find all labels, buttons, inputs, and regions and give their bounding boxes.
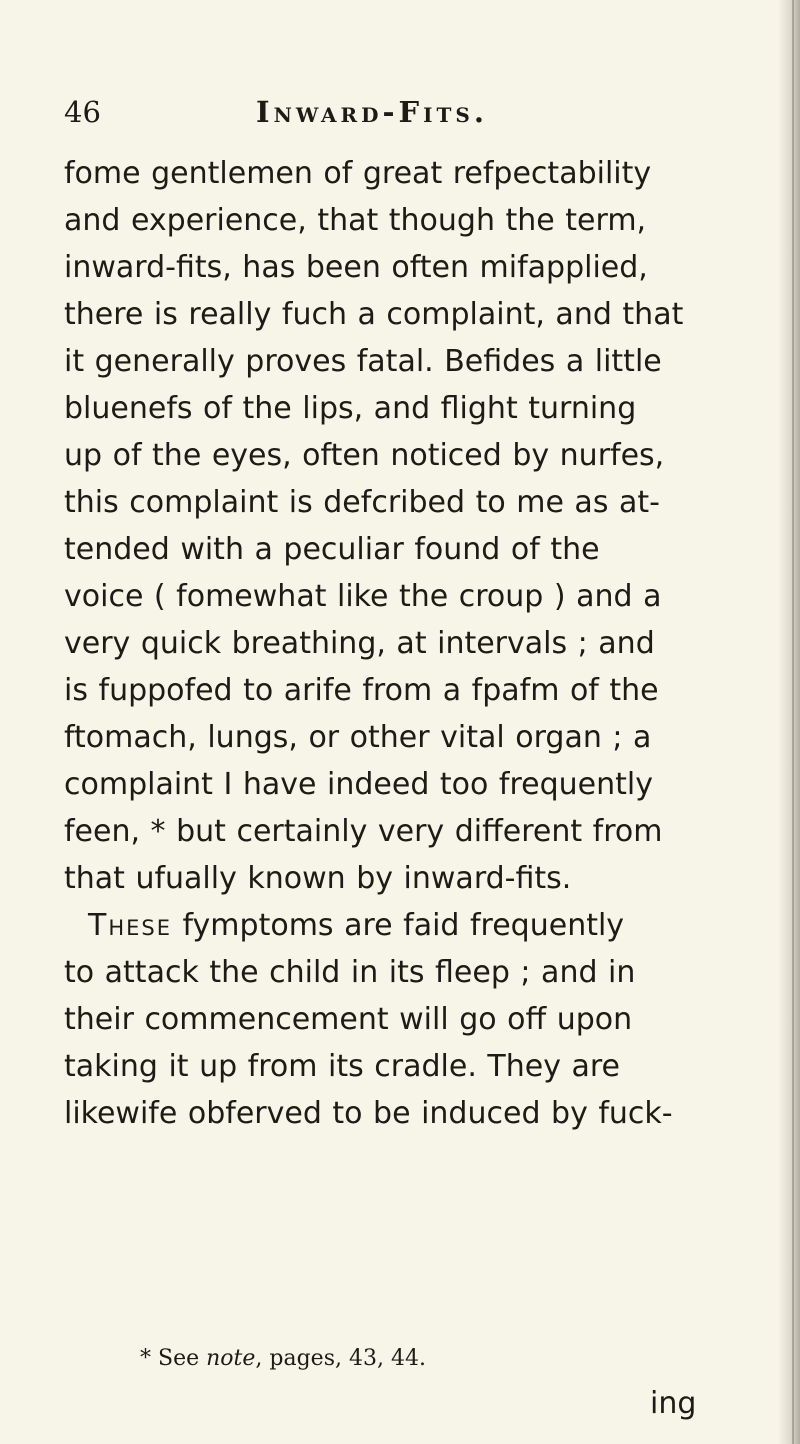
text-line: that ufually known by inward-fits. <box>64 861 572 896</box>
text-line: up of the eyes, often noticed by nurfes, <box>64 438 665 473</box>
page-edge-shadow <box>778 0 800 1444</box>
text-line: is fuppofed to arife from a fpafm of the <box>64 673 659 708</box>
text-line: tended with a peculiar found of the <box>64 532 600 567</box>
paragraph-first-line-rest: fymptoms are faid frequently <box>171 908 625 943</box>
page-number: 46 <box>64 95 101 129</box>
text-line: complaint I have indeed too frequently <box>64 767 653 802</box>
catchword: ing <box>650 1386 697 1421</box>
footnote-note: note <box>206 1346 256 1371</box>
text-line: and experience, that though the term, <box>64 203 647 238</box>
paragraph-lead-word: These <box>88 908 172 943</box>
text-line: there is really fuch a complaint, and that <box>64 297 684 332</box>
text-line: bluenefs of the lips, and flight turning <box>64 391 637 426</box>
text-line: inward-fits, has been often mifapplied, <box>64 250 648 285</box>
footnote-see: See <box>158 1346 200 1371</box>
footnote-marker: * <box>140 1346 151 1371</box>
running-title: Inward-Fits. <box>256 95 488 129</box>
text-line: this complaint is defcribed to me as at- <box>64 485 660 520</box>
text-line: feen, * but certainly very different from <box>64 814 663 849</box>
text-line: ftomach, lungs, or other vital organ ; a <box>64 720 652 755</box>
text-line: their commencement will go off upon <box>64 1002 633 1037</box>
paragraph-start-line <box>64 902 724 949</box>
text-line: fome gentlemen of great refpectability <box>64 156 652 191</box>
footnote <box>140 1344 426 1374</box>
running-header <box>64 90 704 134</box>
text-line: to attack the child in its fleep ; and in <box>64 955 636 990</box>
footnote-pages: , pages, 43, 44. <box>255 1346 426 1371</box>
text-line: very quick breathing, at intervals ; and <box>64 626 655 661</box>
body-text <box>64 150 724 1137</box>
text-line: voice ( fomewhat like the croup ) and a <box>64 579 662 614</box>
page-edge-line <box>792 0 794 1444</box>
text-line: likewife obferved to be induced by fuck- <box>64 1096 673 1131</box>
text-line: it generally proves fatal. Befides a little <box>64 344 662 379</box>
text-line: taking it up from its cradle. They are <box>64 1049 621 1084</box>
